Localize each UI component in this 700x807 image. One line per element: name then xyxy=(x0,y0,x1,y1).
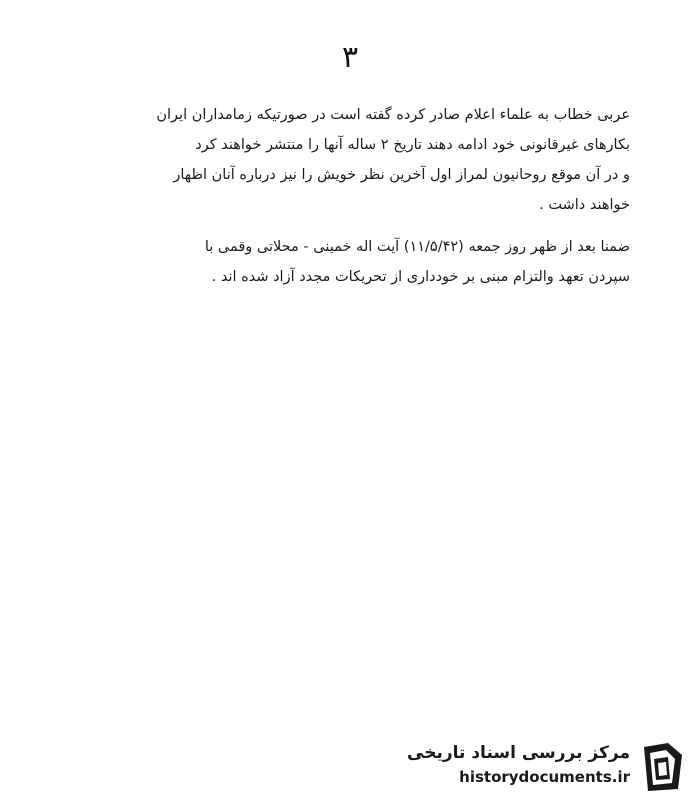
paragraph-1-line-4: خواهند داشت . xyxy=(539,197,630,213)
paragraph-1-line-2: بکارهای غیرقانونی خود ادامه دهند تاریخ ۲ ساله آنها را منتشر خواهند کرد xyxy=(195,137,630,153)
paragraph-2-line-1: ضمنا بعد از ظهر روز جمعه (۱۱/۵/۴۲) آیت اله خمینی - محلاتی وقمی با xyxy=(204,239,630,255)
paragraph-gap xyxy=(80,220,630,232)
page-number: ۳ xyxy=(341,40,359,75)
watermark-text xyxy=(400,741,630,789)
archive-document-logo-icon xyxy=(638,739,688,795)
watermark-name: مرکز بررسی اسناد تاریخی xyxy=(407,743,630,763)
paragraph-1-line-1: عربی خطاب به علماء اعلام صادر کرده گفته است در صورتیکه زمامداران ایران xyxy=(156,107,630,123)
watermark-url[interactable]: historydocuments.ir xyxy=(459,768,630,786)
document-body xyxy=(80,100,630,292)
paragraph-1-line-3: و در آن موقع روحانیون لمراز اول آخرین نظر خویش را نیز درباره آنان اظهار xyxy=(173,167,630,183)
watermark-logo xyxy=(408,737,688,797)
paragraph-2-line-2: سپردن تعهد والتزام مبنی بر خودداری از تحریکات مجدد آزاد شده اند . xyxy=(211,269,630,285)
